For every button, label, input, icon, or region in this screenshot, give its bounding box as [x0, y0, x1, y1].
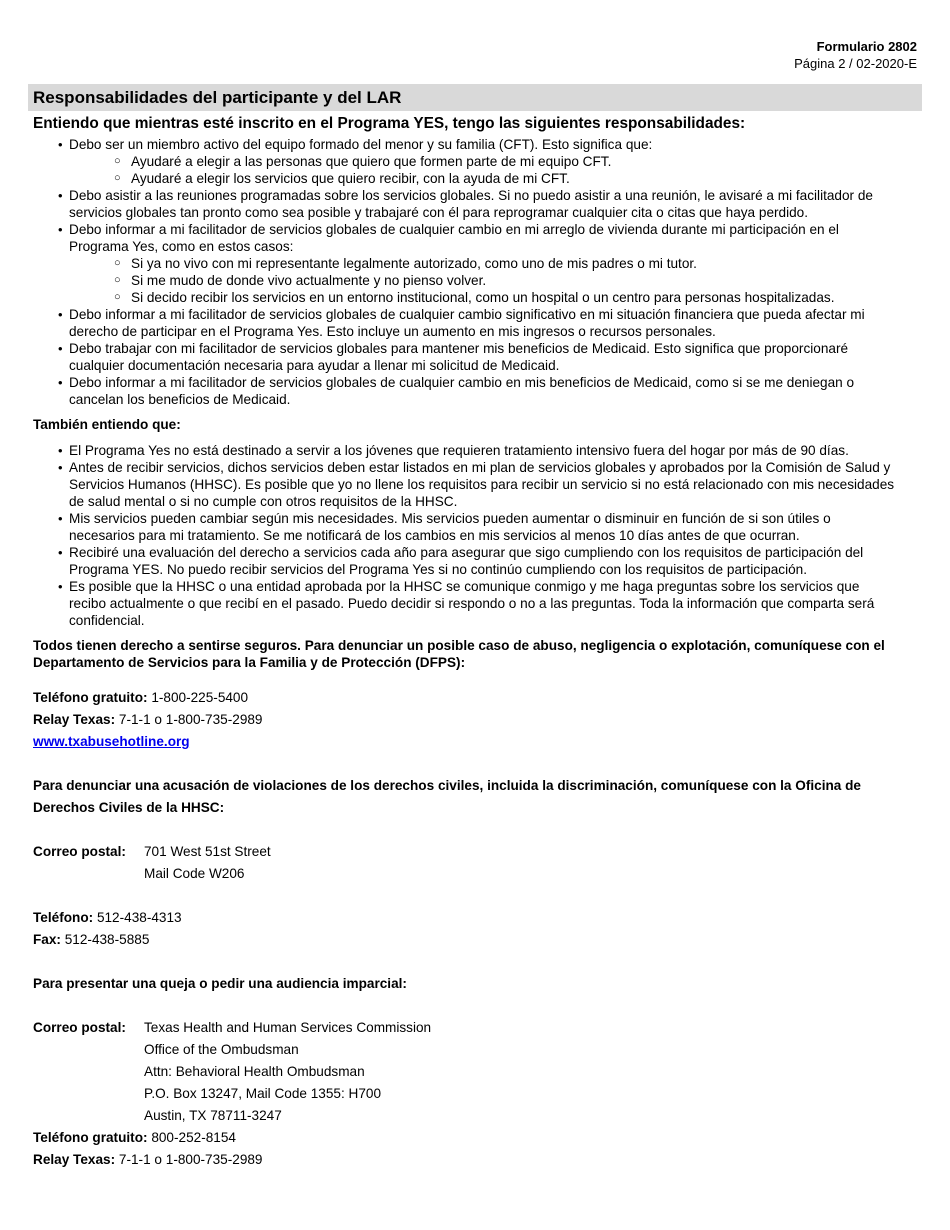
- list-item: • Debo informar a mi facilitador de servicios globales de cualquier cambio significativo en mi situación financiera que pueda afectar mi derecho de participar en el Programa Yes. Esto incluye un aumento en mis ingresos o recursos personales.: [33, 306, 919, 340]
- section-title: Responsabilidades del participante y del LAR: [33, 88, 402, 107]
- sub-list-item: ○ Ayudaré a elegir a las personas que quiero que formen parte de mi equipo CFT.: [131, 153, 919, 170]
- phone-value: 1-800-225-5400: [151, 690, 249, 705]
- also-understand-label: También entiendo que:: [33, 417, 181, 432]
- list-item: • El Programa Yes no está destinado a servir a los jóvenes que requieren tratamiento intensivo fuera del hogar por más de 90 días.: [33, 442, 919, 459]
- list-item: • Es posible que la HHSC o una entidad aprobada por la HHSC se comunique conmigo y me haga preguntas sobre los servicios que recibo actualmente o que recibí en el pasado. Puedo decidir si respondo o no a las preguntas. Toda la información que comparta será confidencial.: [33, 578, 919, 629]
- sub-list: [69, 153, 919, 187]
- sub-list-item: ○ Si me mudo de donde vivo actualmente y no pienso volver.: [131, 272, 919, 289]
- form-header: [794, 38, 917, 72]
- form-number: Formulario 2802: [816, 39, 917, 54]
- list-item: • Debo trabajar con mi facilitador de servicios globales para mantener mis beneficios de Medicaid. Esto significa que proporcionaré cualquier documentación necesaria para ayudar a llenar mi solicitud de Medicaid.: [33, 340, 919, 374]
- sub-list-item: ○ Si decido recibir los servicios en un entorno institucional, como un hospital o un centro para personas hospitalizadas.: [131, 289, 919, 306]
- list-item: • Debo informar a mi facilitador de servicios globales de cualquier cambio en mi arreglo de vivienda durante mi participación en el Programa Yes, como en estos casos: ○ Si ya no vivo con mi representante legalmente autorizado, como uno de mis padres o mi tutor. ○ Si me mudo de donde vivo actualmente y no pienso volver. ○ Si decido recibir los servicios en un entorno institucional, como un hospital o un centro para personas hospitalizadas.: [33, 221, 919, 306]
- civil-rights-section: Para denunciar una acusación de violaciones de los derechos civiles, incluida la discriminación, comuníquese con la Oficina de Derechos Civiles de la HHSC: Correo postal: 701 West 51st Street Mail Code W206 Teléfono: 512-438-4313 Fax: 512-438-5885: [33, 775, 919, 951]
- relay-label: Relay Texas:: [33, 712, 116, 727]
- sub-list-item: ○ Ayudaré a elegir los servicios que quiero recibir, con la ayuda de mi CFT.: [131, 170, 919, 187]
- complaint-mail: Correo postal: Texas Health and Human Services Commission Office of the Ombudsman Attn: Behavioral Health Ombudsman P.O. Box 13247, Mail Code 1355: H700 Austin, TX 78711-3247: [33, 1020, 432, 1123]
- list-item: • Recibiré una evaluación del derecho a servicios cada año para asegurar que sigo cumpliendo con los requisitos de participación del Programa YES. No puedo recibir servicios del Programa Yes si no continúo cumpliendo con los requisitos de participación.: [33, 544, 919, 578]
- responsibilities-intro: Entiendo que mientras esté inscrito en el Programa YES, tengo las siguientes responsabilidades:: [33, 115, 746, 132]
- complaint-heading: Para presentar una queja o pedir una audiencia imparcial:: [33, 976, 407, 991]
- page-info: Página 2 / 02-2020-E: [794, 56, 917, 71]
- complaint-section: Para presentar una queja o pedir una audiencia imparcial: Correo postal: Texas Health and Human Services Commission Office of the Ombudsman Attn: Behavioral Health Ombudsman P.O. Box 13247, Mail Code 1355: H700 Austin, TX 78711-3247 Teléfono gratuito: 800-252-8154 Relay Texas: 7-1-1 o 1-800-735-2989: [33, 973, 919, 1171]
- abuse-report-paragraph: Todos tienen derecho a sentirse seguros. Para denunciar un posible caso de abuso, negligencia o explotación, comuníquese con el Departamento de Servicios para la Familia y de Protección (DFPS):: [33, 638, 885, 670]
- civil-rights-mail: Correo postal: 701 West 51st Street Mail Code W206: [33, 844, 271, 881]
- sub-list: [69, 255, 919, 306]
- list-item: • Antes de recibir servicios, dichos servicios deben estar listados en mi plan de servicios globales y aprobados por la Comisión de Salud y Servicios Humanos (HHSC). Es posible que yo no llene los requisitos para recibir un servicio si no está relacionado con mis necesidades de salud mental o si no cumple con otros requisitos de la HHSC.: [33, 459, 919, 510]
- relay-value: 7-1-1 o 1-800-735-2989: [118, 712, 263, 727]
- list-item: • Debo informar a mi facilitador de servicios globales de cualquier cambio en mis beneficios de Medicaid, como si se me deniegan o cancelan los beneficios de Medicaid.: [33, 374, 919, 408]
- page-content: [33, 114, 919, 1171]
- dfps-contact: [33, 687, 919, 753]
- sub-list-item: ○ Si ya no vivo con mi representante legalmente autorizado, como uno de mis padres o mi tutor.: [131, 255, 919, 272]
- list-item: • Debo ser un miembro activo del equipo formado del menor y su familia (CFT). Esto significa que: ○ Ayudaré a elegir a las personas que quiero que formen parte de mi equipo CFT. ○ Ayudaré a elegir los servicios que quiero recibir, con la ayuda de mi CFT.: [33, 136, 919, 187]
- abuse-hotline-link[interactable]: www.txabusehotline.org: [33, 734, 190, 749]
- section-header-bar: [28, 84, 922, 111]
- list-item: • Mis servicios pueden cambiar según mis necesidades. Mis servicios pueden aumentar o disminuir en función de si son útiles o necesarios para mi tratamiento. Se me notificará de los cambios en mis servicios al menos 10 días antes de que ocurran.: [33, 510, 919, 544]
- responsibilities-list: [33, 136, 919, 408]
- also-understand-list: [33, 442, 919, 629]
- phone-label: Teléfono gratuito:: [33, 690, 148, 705]
- list-item: • Debo asistir a las reuniones programadas sobre los servicios globales. Si no puedo asistir a una reunión, le avisaré a mi facilitador de servicios globales tan pronto como sea posible y trabajaré con él para reprogramar cualquier cita o citas que haya perdido.: [33, 187, 919, 221]
